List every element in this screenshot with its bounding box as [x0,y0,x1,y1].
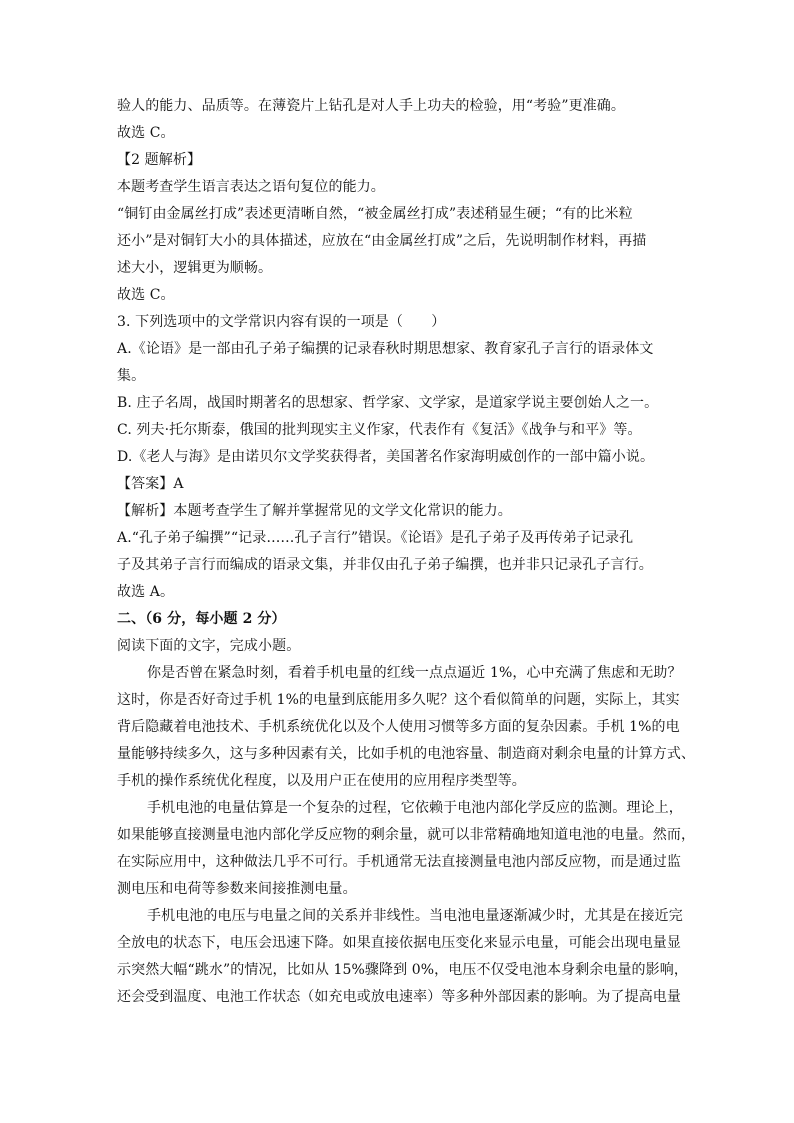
document-body [117,93,696,1011]
text-line: 手机电池的电量估算是一个复杂的过程，它依赖于电池内部化学反应的监测。理论上， [147,800,683,816]
text-line: 手机的操作系统优化程度，以及用户正在使用的应用程序类型等。 [117,773,526,789]
text-line: 【解析】本题考查学生了解并掌握常见的文学文化常识的能力。 [117,503,512,519]
text-line: 背后隐藏着电池技术、手机系统优化以及个人使用习惯等多方面的复杂因素。手机 1%的电 [117,719,680,735]
text-line: B. 庄子名周，战国时期著名的思想家、哲学家、文学家，是道家学说主要创始人之一。 [117,395,659,411]
text-line: D.《老人与海》是由诺贝尔文学奖获得者，美国著名作家海明威创作的一部中篇小说。 [117,449,655,465]
text-line: 全放电的状态下，电压会迅速下降。如果直接依据电压变化来显示电量，可能会出现电量显 [117,935,681,951]
text-line: 子及其弟子言行而编成的语录文集，并非仅由孔子弟子编撰，也并非只记录孔子言行。 [117,557,653,573]
text-line: 集。 [117,368,146,384]
text-line: 【答案】A [117,476,184,492]
text-line: 本题考查学生语言表达之语句复位的能力。 [117,179,385,195]
text-line: 故选 C。 [117,287,175,303]
text-line: 【2 题解析】 [117,152,202,168]
text-line: 示突然大幅“跳水”的情况，比如从 15%骤降到 0%，电压不仅受电池本身剩余电量的影响， [117,962,688,978]
text-line: 量能够持续多久，这与多种因素有关，比如手机的电池容量、制造商对剩余电量的计算方式、 [117,746,696,762]
text-line: 在实际应用中，这种做法几乎不可行。手机通常无法直接测量电池内部反应物，而是通过监 [117,854,681,870]
text-line: 你是否曾在紧急时刻，看着手机电量的红线一点点逼近 1%，心中充满了焦虑和无助？ [147,665,682,681]
text-line: C. 列夫·托尔斯泰，俄国的批判现实主义作家，代表作有《复活》《战争与和平》等。 [117,422,642,438]
text-line: 测电压和电荷等参数来间接推测电量。 [117,881,357,897]
text-line: 如果能够直接测量电池内部化学反应物的剩余量，就可以非常精确地知道电池的电量。然而， [117,827,696,843]
text-line: 3. 下列选项中的文学常识内容有误的一项是（ ） [117,314,446,330]
text-line: 阅读下面的文字，完成小题。 [117,638,301,654]
text-line: “铜钉由金属丝打成”表述更清晰自然，“被金属丝打成”表述稍显生硬；“有的比米粒 [117,206,633,222]
text-line: 故选 C。 [117,125,175,141]
text-line: 故选 A。 [117,584,175,600]
text-line: 这时，你是否好奇过手机 1%的电量到底能用多久呢？这个看似简单的问题，实际上，其实 [117,692,680,708]
text-line: 还会受到温度、电池工作状态（如充电或放电速率）等多种外部因素的影响。为了提高电量 [117,989,681,1005]
text-line: 手机电池的电压与电量之间的关系并非线性。当电池电量逐渐减少时，尤其是在接近完 [147,908,683,924]
text-line: A.“孔子弟子编撰”“记录……孔子言行”错误。《论语》是孔子弟子及再传弟子记录孔 [117,530,634,546]
text-line: 还小”是对铜钉大小的具体描述，应放在“由金属丝打成”之后，先说明制作材料，再描 [117,233,647,249]
text-line: 述大小，逻辑更为顺畅。 [117,260,273,276]
text-line: 二、（6 分，每小题 2 分） [117,611,286,627]
text-line: A.《论语》是一部由孔子弟子编撰的记录春秋时期思想家、教育家孔子言行的语录体文 [117,341,654,357]
text-line: 验人的能力、品质等。在薄瓷片上钻孔是对人手上功夫的检验，用“考验”更准确。 [117,98,626,114]
